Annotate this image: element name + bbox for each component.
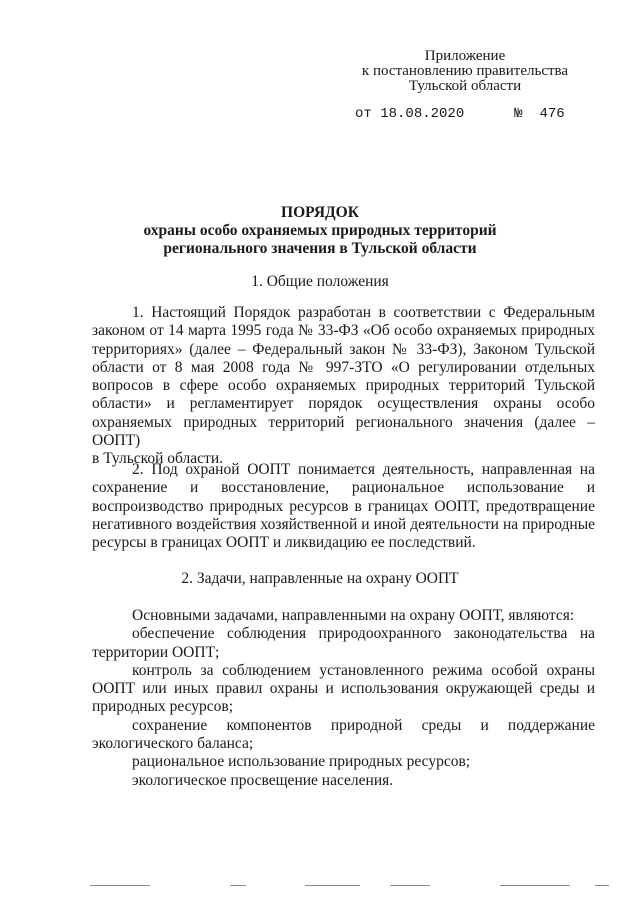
text-line: 1. Настоящий Порядок разработан в соответствии с Федеральным — [132, 304, 595, 321]
text-line: сохранение и восстановление, рациональное использование и — [92, 479, 595, 497]
region-name: Тульской области — [408, 78, 522, 94]
title-subtitle-1: охраны особо охраняемых природных территорий — [143, 222, 497, 239]
text-line: обеспечение соблюдения природоохранного законодательства на — [132, 625, 595, 643]
appendix-label: Приложение — [424, 48, 506, 64]
document-title — [0, 204, 640, 258]
text-line: ресурсы в границах ООПТ и ликвидацию ее последствий. — [92, 534, 476, 552]
date-number-line — [355, 106, 565, 122]
section-2-list — [92, 607, 595, 790]
text-line: области от 8 мая 2008 года № 997-ЗТО «О регулировании отдельных — [92, 358, 595, 376]
text-line: 2. Под охраной ООПТ понимается деятельность, направленная на — [132, 461, 595, 478]
text-line: территориях» (далее – Федеральный закон № 33-ФЗ), Законом Тульской — [92, 340, 595, 358]
title-main: ПОРЯДОК — [281, 204, 359, 221]
text-line: охраняемых природных территорий регионального значения (далее – ООПТ) — [92, 413, 595, 450]
section-1-heading: 1. Общие положения — [251, 273, 389, 290]
text-line: воспроизводство природных ресурсов в границах ООПТ, предотвращение — [92, 497, 595, 515]
date-prefix: от — [355, 106, 372, 122]
text-line: контроль за соблюдением установленного режима особой охраны — [132, 661, 595, 679]
text-line: рациональное использование природных ресурсов; — [132, 753, 471, 771]
section-2-heading: 2. Задачи, направленные на охрану ООПТ — [181, 570, 459, 587]
document-number: 476 — [539, 106, 565, 122]
text-line: сохранение компонентов природной среды и поддержание — [132, 716, 595, 734]
appendix-header — [340, 49, 590, 94]
resolution-reference: к постановлению правительства — [361, 63, 569, 79]
number-label: № — [514, 106, 523, 122]
text-line: в Тульской области. — [92, 450, 223, 468]
text-line: экологическое просвещение населения. — [132, 771, 394, 789]
text-line: природных ресурсов; — [92, 698, 234, 716]
text-line: законом от 14 марта 1995 года № 33-ФЗ «Об особо охраняемых природных — [92, 322, 595, 340]
scan-artifacts — [90, 883, 610, 889]
title-subtitle-2: регионального значения в Тульской области — [163, 240, 477, 257]
section-1-paragraph-1 — [92, 304, 595, 469]
text-line: Основными задачами, направленными на охрану ООПТ, являются: — [132, 607, 575, 624]
section-1-paragraph-2 — [92, 461, 595, 552]
text-line: области» и регламентирует порядок осуществления охраны особо — [92, 395, 595, 413]
document-date: 18.08.2020 — [380, 106, 465, 122]
text-line: ООПТ или иных правил охраны и использования окружающей среды и — [92, 680, 595, 698]
text-line: вопросов в сфере особо охраняемых природных территорий Тульской — [92, 377, 595, 395]
text-line: территории ООПТ; — [92, 643, 220, 661]
text-line: экологического баланса; — [92, 735, 254, 753]
text-line: негативного воздействия хозяйственной и иной деятельности на природные — [92, 515, 595, 533]
